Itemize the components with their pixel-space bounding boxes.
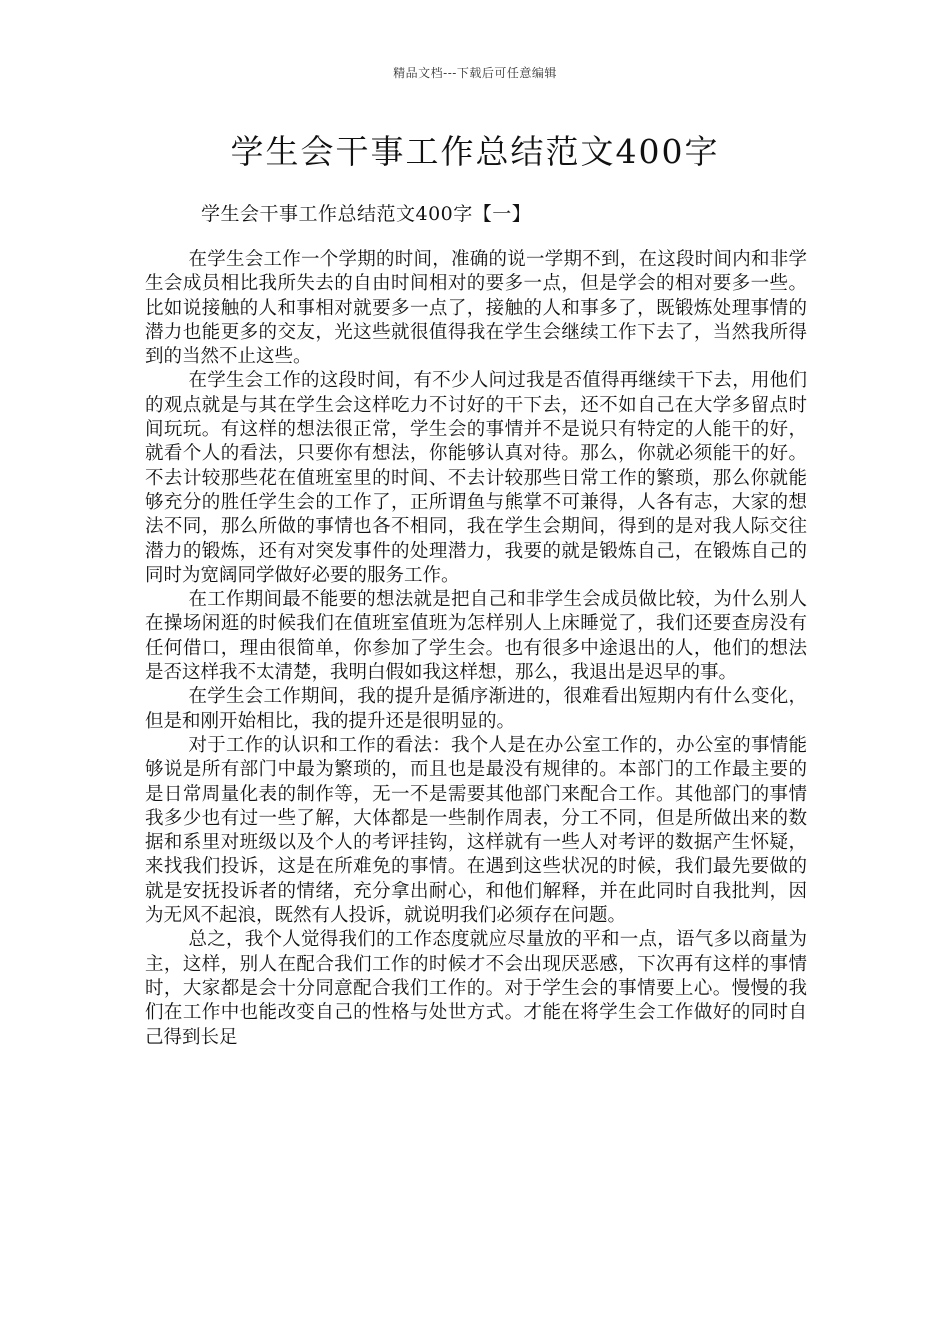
paragraph: 对于工作的认识和工作的看法：我个人是在办公室工作的，办公室的事情能够说是所有部门中最为繁琐的，而且也是最没有规律的。本部门的工作最主要的是日常周量化表的制作等，无一不是需要其他部门来配合工作。其他部门的事情我多少也有过一些了解，大体都是一些制作周表，分工不同，但是所做出来的数据和系里对班级以及个人的考评挂钩，这样就有一些人对考评的数据产生怀疑，来找我们投诉，这是在所难免的事情。在遇到这些状况的时候，我们最先要做的就是安抚投诉者的情绪，充分拿出耐心，和他们解释，并在此同时自我批判，因为无风不起浪，既然有人投诉，就说明我们必须存在问题。 (145, 734, 807, 927)
paragraph: 在工作期间最不能要的想法就是把自己和非学生会成员做比较，为什么别人在操场闲逛的时候我们在值班室值班为怎样别人上床睡觉了，我们还要查房没有任何借口，理由很简单，你参加了学生会。也有很多中途退出的人，他们的想法是否这样我不太清楚，我明白假如我这样想，那么，我退出是迟早的事。 (145, 589, 807, 684)
header-note: 精品文档---下载后可任意编辑 (393, 66, 557, 80)
document-title: 学生会干事工作总结范文400字 (230, 132, 720, 171)
section-subtitle: 学生会干事工作总结范文400字【一】 (201, 203, 532, 225)
paragraph: 在学生会工作的这段时间，有不少人问过我是否值得再继续干下去，用他们的观点就是与其在学生会这样吃力不讨好的干下去，还不如自己在大学多留点时间玩玩。有这样的想法很正常，学生会的事情并不是说只有特定的人能干的好，就看个人的看法，只要你有想法，你能够认真对待。那么，你就必须能干的好。不去计较那些花在值班室里的时间、不去计较那些日常工作的繁琐，那么你就能够充分的胜任学生会的工作了，正所谓鱼与熊掌不可兼得，人各有志，大家的想法不同，那么所做的事情也各不相同，我在学生会期间，得到的是对我人际交往潜力的锻炼，还有对突发事件的处理潜力，我要的就是锻炼自己，在锻炼自己的同时为宽阔同学做好必要的服务工作。 (145, 370, 807, 586)
paragraph: 在学生会工作期间，我的提升是循序渐进的，很难看出短期内有什么变化，但是和刚开始相比，我的提升还是很明显的。 (145, 686, 807, 732)
body-text (145, 248, 807, 1050)
paragraph: 总之，我个人觉得我们的工作态度就应尽量放的平和一点，语气多以商量为主，这样，别人在配合我们工作的时候才不会出现厌恶感，下次再有这样的事情时，大家都是会十分同意配合我们工作的。对于学生会的事情要上心。慢慢的我们在工作中也能改变自己的性格与处世方式。才能在将学生会工作做好的同时自己得到长足 (145, 929, 807, 1048)
paragraph: 在学生会工作一个学期的时间，准确的说一学期不到，在这段时间内和非学生会成员相比我所失去的自由时间相对的要多一点，但是学会的相对要多一些。比如说接触的人和事相对就要多一点了，接触的人和事多了，既锻炼处理事情的潜力也能更多的交友，光这些就很值得我在学生会继续工作下去了，当然我所得到的当然不止这些。 (145, 249, 807, 368)
